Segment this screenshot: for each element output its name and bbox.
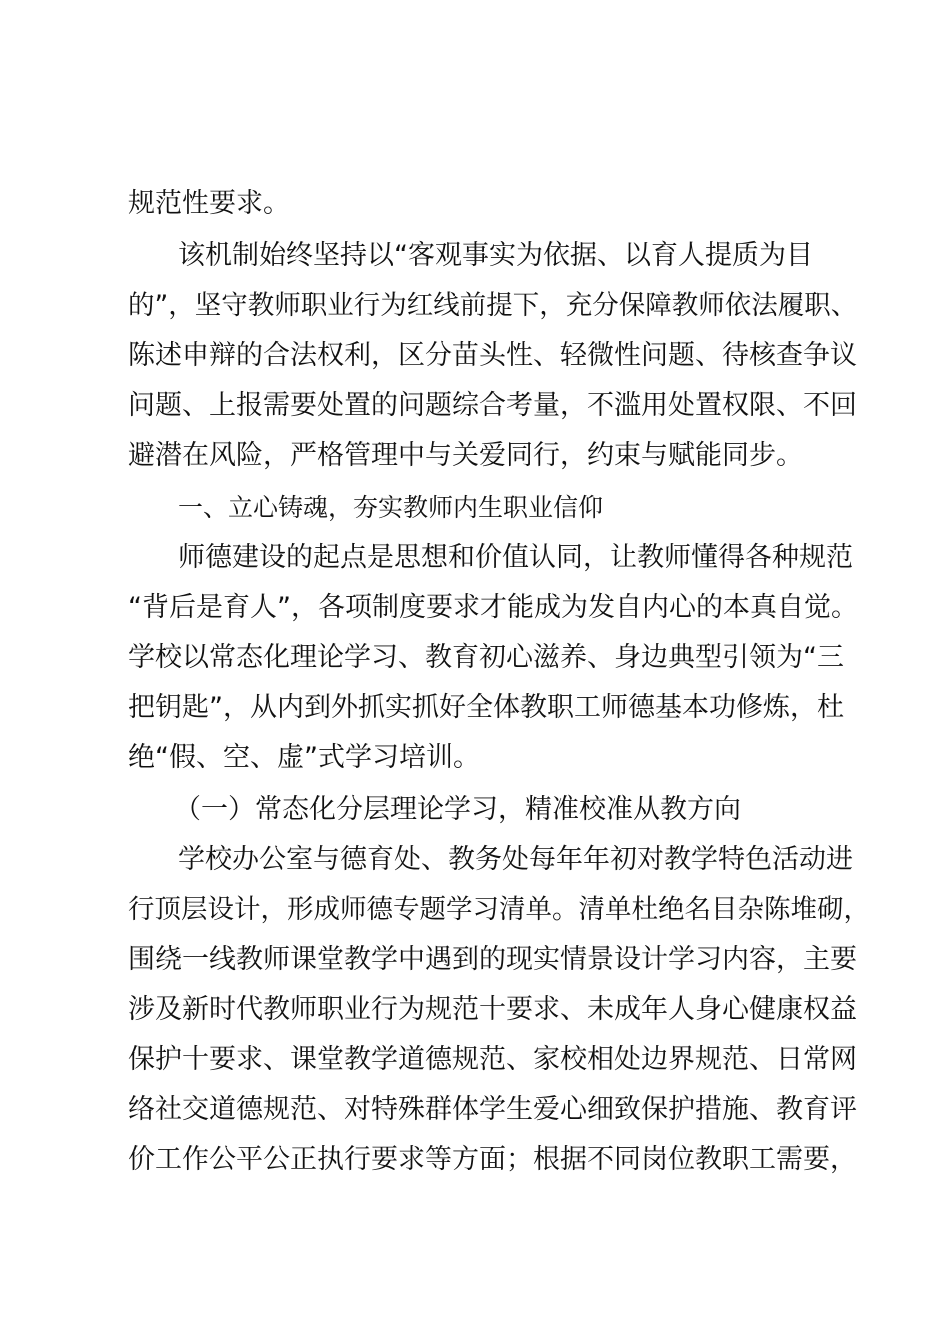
- text-line-1: 规范性要求。: [128, 188, 290, 219]
- text-line-3: 的”，坚守教师职业行为红线前提下，充分保障教师依法履职、: [128, 290, 858, 321]
- text-line-17: 涉及新时代教师职业行为规范十要求、未成年人身心健康权益: [128, 994, 857, 1025]
- text-line-15: 行顶层设计，形成师德专题学习清单。清单杜绝名目杂陈堆砌，: [128, 894, 870, 925]
- text-line-6: 避潜在风险，严格管理中与关爱同行，约束与赋能同步。: [128, 440, 803, 471]
- text-line-18: 保护十要求、课堂教学道德规范、家校相处边界规范、日常网: [128, 1044, 857, 1075]
- text-line-8: 师德建设的起点是思想和价值认同，让教师懂得各种规范: [178, 542, 853, 573]
- text-line-19: 络社交道德规范、对特殊群体学生爱心细致保护措施、教育评: [128, 1094, 857, 1125]
- text-line-9: “背后是育人”，各项制度要求才能成为发自内心的本真自觉。: [128, 592, 858, 623]
- text-line-4: 陈述申辩的合法权利，区分苗头性、轻微性问题、待核查争议: [128, 340, 857, 371]
- text-line-20: 价工作公平公正执行要求等方面；根据不同岗位教职工需要，: [128, 1144, 857, 1175]
- text-line-12: 绝“假、空、虚”式学习培训。: [128, 742, 480, 773]
- text-line-11: 把钥匙”，从内到外抓实抓好全体教职工师德基本功修炼，杜: [128, 692, 844, 723]
- subsection-heading: （一）常态化分层理论学习，精准校准从教方向: [174, 794, 741, 825]
- text-line-5: 问题、上报需要处置的问题综合考量，不滥用处置权限、不回: [128, 390, 857, 421]
- text-line-10: 学校以常态化理论学习、教育初心滋养、身边典型引领为“三: [128, 642, 844, 673]
- text-line-2: 该机制始终坚持以“客观事实为依据、以育人提质为目: [178, 240, 813, 271]
- text-line-16: 围绕一线教师课堂教学中遇到的现实情景设计学习内容，主要: [128, 944, 857, 975]
- section-heading: 一、立心铸魂，夯实教师内生职业信仰: [178, 493, 604, 522]
- text-line-14: 学校办公室与德育处、教务处每年年初对教学特色活动进: [178, 844, 853, 875]
